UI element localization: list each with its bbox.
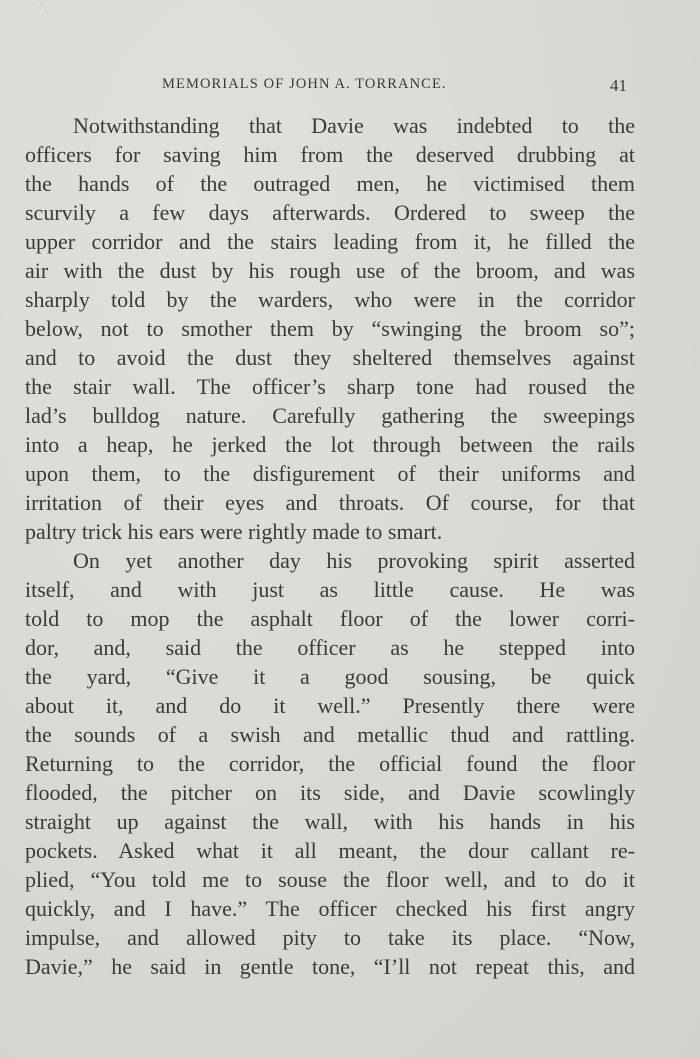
page-header [0, 76, 700, 98]
text-line: below, not to smother them by “swinging the broom so”; [25, 316, 635, 341]
text-line: Davie,” he said in gentle tone, “I’ll not repeat this, and [25, 954, 635, 979]
text-line: about it, and do it well.” Presently there were [25, 693, 635, 718]
text-line: pockets. Asked what it all meant, the dour callant re- [25, 838, 635, 863]
text-line: scurvily a few days afterwards. Ordered to sweep the [25, 200, 635, 225]
text-line: lad’s bulldog nature. Carefully gathering the sweepings [25, 403, 635, 428]
text-line: and to avoid the dust they sheltered themselves against [25, 345, 635, 370]
body-text [25, 111, 635, 981]
text-line: sharply told by the warders, who were in the corridor [25, 287, 635, 312]
text-line: paltry trick his ears were rightly made to smart. [25, 519, 443, 544]
text-line: Returning to the corridor, the official found the floor [25, 751, 635, 776]
text-line: dor, and, said the officer as he stepped into [25, 635, 635, 660]
text-line: quickly, and I have.” The officer checked his first angry [25, 896, 635, 921]
text-line: officers for saving him from the deserved drubbing at [25, 142, 635, 167]
page-number: 41 [610, 76, 627, 95]
text-line: told to mop the asphalt floor of the lower corri- [25, 606, 635, 631]
text-line: the stair wall. The officer’s sharp tone had roused the [25, 374, 635, 399]
text-line: plied, “You told me to souse the floor well, and to do it [25, 867, 635, 892]
text-line: into a heap, he jerked the lot through between the rails [25, 432, 635, 457]
text-line: straight up against the wall, with his hands in his [25, 809, 635, 834]
text-line: the yard, “Give it a good sousing, be quick [25, 664, 635, 689]
text-line: air with the dust by his rough use of the broom, and was [25, 258, 635, 283]
running-head: MEMORIALS OF JOHN A. TORRANCE. [162, 76, 447, 92]
text-line: impulse, and allowed pity to take its place. “Now, [25, 925, 635, 950]
text-line: the sounds of a swish and metallic thud and rattling. [25, 722, 635, 747]
text-line: the hands of the outraged men, he victimised them [25, 171, 635, 196]
text-line: flooded, the pitcher on its side, and Davie scowlingly [25, 780, 635, 805]
text-line: itself, and with just as little cause. He was [25, 577, 635, 602]
text-line: upper corridor and the stairs leading from it, he filled the [25, 229, 635, 254]
text-line: Notwithstanding that Davie was indebted to the [73, 113, 635, 138]
page-corner-crease [38, 0, 51, 19]
text-line: On yet another day his provoking spirit asserted [73, 548, 635, 573]
text-line: irritation of their eyes and throats. Of course, for that [25, 490, 635, 515]
text-line: upon them, to the disfigurement of their uniforms and [25, 461, 635, 486]
